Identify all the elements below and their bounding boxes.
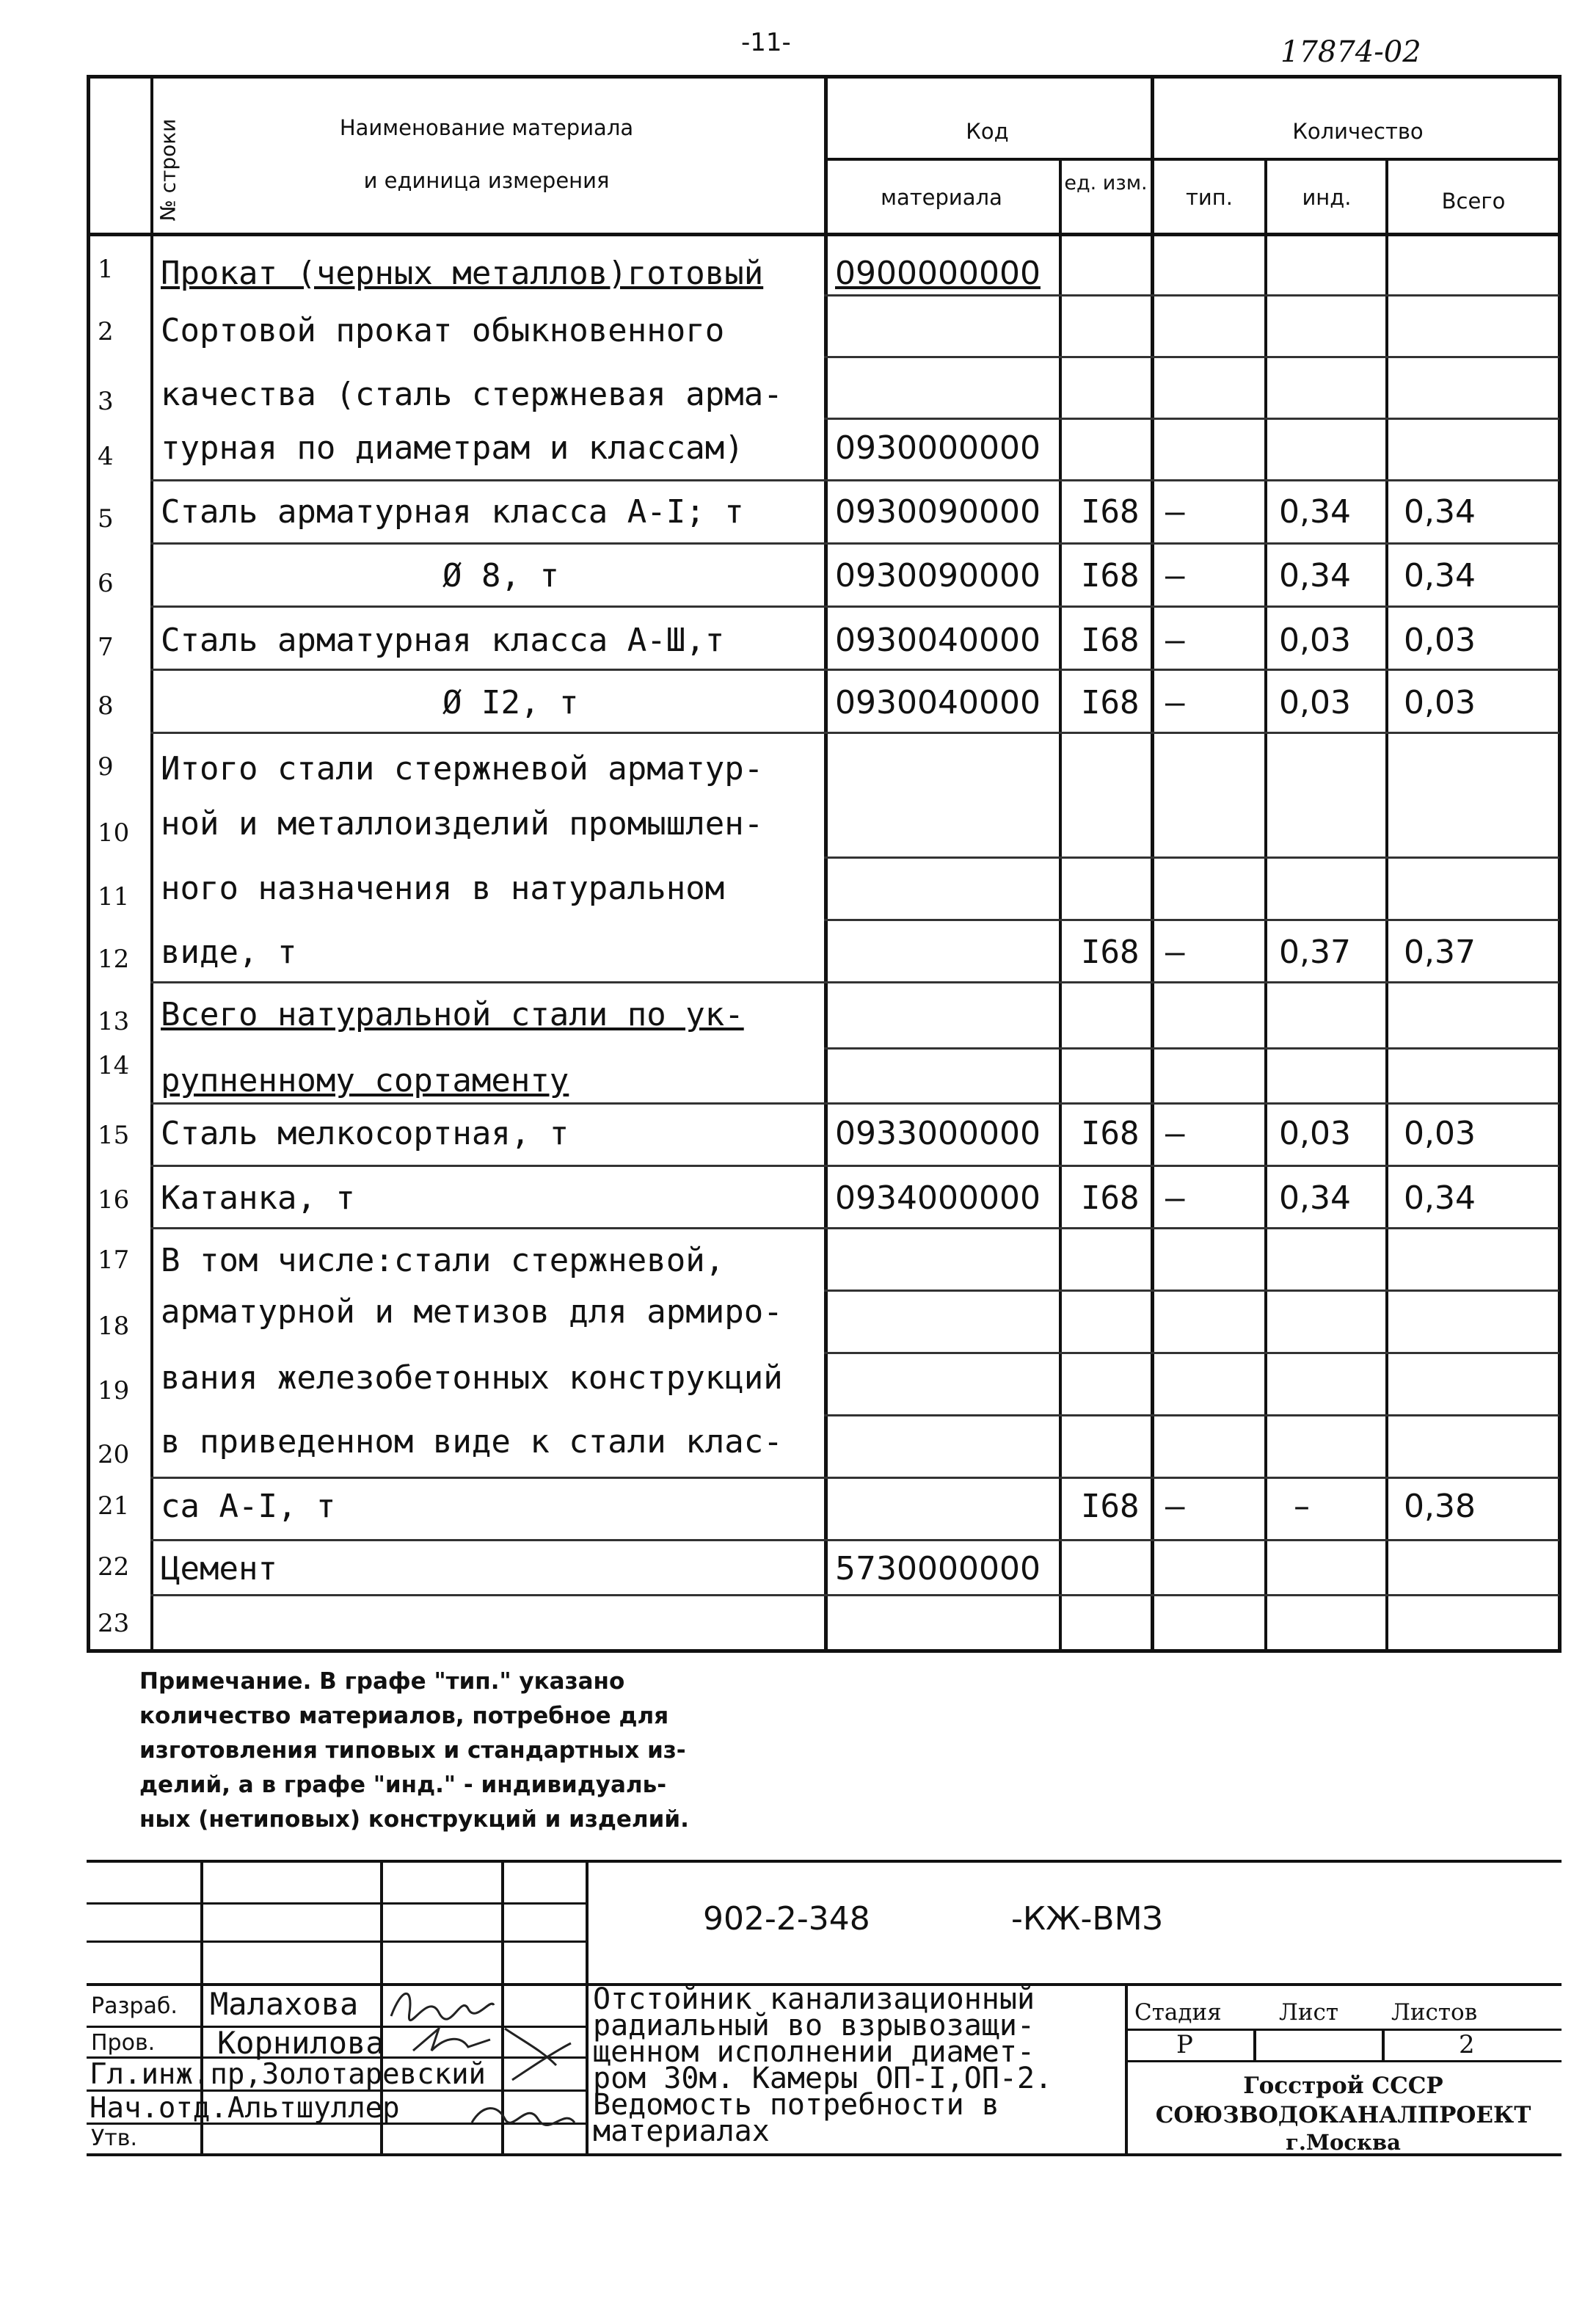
qty-total: 0,34 — [1404, 1179, 1476, 1217]
material-name: ной и металлоизделий промышлен- — [161, 805, 764, 843]
qty-ind: 0,03 — [1279, 1115, 1351, 1152]
material-name: Итого стали стержневой арматур- — [161, 750, 764, 788]
row-line — [824, 1352, 1559, 1354]
material-code: 0930040000 — [835, 684, 1041, 721]
header-code-unit: ед. изм. — [1064, 172, 1148, 194]
material-name: Катанка, т — [161, 1179, 355, 1217]
document-code: 17874-02 — [1280, 35, 1421, 69]
org-line3: г.Москва — [1286, 2130, 1401, 2155]
material-name: Сталь арматурная класса А-Ш,т — [161, 622, 725, 659]
role-head: Нач.отд.Альтшуллер — [90, 2092, 400, 2125]
role-developed: Разраб. — [91, 1993, 178, 2019]
row-number: 1 — [98, 255, 114, 284]
material-code: 0930090000 — [835, 493, 1041, 531]
row-line — [150, 1594, 1559, 1596]
material-name: Сортовой прокат обыкновенного — [161, 312, 725, 349]
col-divider — [1385, 158, 1388, 1649]
row-number: 20 — [98, 1440, 130, 1469]
material-name: Сталь арматурная класса А-I; т — [161, 493, 744, 531]
row-line — [824, 1414, 1559, 1416]
note-line: Примечание. В графе "тип." указано — [139, 1668, 625, 1695]
qty-typ: – — [1165, 557, 1185, 594]
material-code: 0930090000 — [835, 557, 1041, 594]
signature — [468, 2093, 578, 2137]
stage-label: Стадия — [1134, 1999, 1222, 2026]
material-name: рупненному сортаменту — [161, 1062, 569, 1099]
row-number: 3 — [98, 387, 114, 416]
row-number: 23 — [98, 1609, 130, 1638]
stage-value: Р — [1176, 2030, 1193, 2059]
unit-code: I68 — [1081, 1115, 1140, 1152]
description-line: Ведомость потребности в — [593, 2088, 999, 2122]
material-name: в приведенном виде к стали клас- — [161, 1423, 783, 1461]
row-line — [150, 542, 1559, 545]
qty-ind: 0,03 — [1279, 684, 1351, 721]
unit-code: I68 — [1081, 934, 1140, 971]
material-name: арматурной и метизов для армиро- — [161, 1293, 783, 1331]
sheets-value: 2 — [1459, 2030, 1475, 2059]
header-bottom-line — [90, 233, 1559, 236]
header-typ: тип. — [1186, 185, 1233, 210]
row-line — [150, 479, 1559, 481]
title-block — [87, 1860, 1562, 2175]
description — [593, 1982, 1053, 2148]
tb-line — [87, 1941, 586, 1943]
tb-line — [1125, 2060, 1562, 2062]
qty-ind: 0,34 — [1279, 493, 1351, 531]
header-total: Всего — [1441, 189, 1506, 214]
qty-ind: 0,03 — [1279, 622, 1351, 659]
material-name: качества (сталь стержневая арма- — [161, 376, 783, 413]
row-number: 17 — [98, 1245, 130, 1275]
row-line — [150, 1539, 1559, 1541]
role-approved: Утв. — [91, 2125, 137, 2151]
row-line — [150, 1165, 1559, 1167]
qty-total: 0,03 — [1404, 684, 1476, 721]
header-quantity: Количество — [1292, 119, 1424, 144]
col-divider — [1151, 79, 1154, 1649]
qty-typ: – — [1165, 1115, 1185, 1152]
row-number: 2 — [98, 317, 114, 346]
material-name: Цемент — [161, 1550, 277, 1587]
col-divider — [824, 79, 828, 1649]
materials-table — [87, 75, 1562, 1653]
col-divider — [1264, 158, 1267, 1649]
header-name-line1: Наименование материала — [339, 115, 634, 140]
note-line: количество материалов, потребное для — [139, 1703, 669, 1729]
row-number: 16 — [98, 1185, 130, 1215]
row-number: 13 — [98, 1007, 130, 1036]
material-name: Всего натуральной стали по ук- — [161, 996, 744, 1033]
material-name: ного назначения в натуральном — [161, 870, 725, 907]
qty-typ: – — [1165, 934, 1185, 971]
unit-code: I68 — [1081, 1179, 1140, 1217]
material-name: Сталь мелкосортная, т — [161, 1115, 569, 1152]
row-line — [150, 1477, 1559, 1479]
row-number: 21 — [98, 1491, 130, 1521]
row-line — [150, 1102, 1559, 1105]
designation-suffix: -КЖ-ВМЗ — [1011, 1900, 1163, 1938]
material-name: В том числе:стали стержневой, — [161, 1242, 725, 1279]
note-line: изготовления типовых и стандартных из- — [139, 1737, 686, 1764]
row-number: 6 — [98, 569, 114, 598]
material-code: 0930040000 — [835, 622, 1041, 659]
row-line — [150, 669, 1559, 671]
qty-ind: – — [1294, 1488, 1310, 1525]
row-line — [150, 732, 1559, 734]
name-developed: Малахова — [210, 1986, 359, 2022]
signature — [387, 1983, 498, 2027]
material-name: са А-I, т — [161, 1488, 336, 1525]
material-name: виде, т — [161, 934, 297, 971]
tb-line — [1382, 2029, 1385, 2060]
material-code: 0934000000 — [835, 1179, 1041, 1217]
note-line: делий, а в графе "инд." - индивидуаль- — [139, 1772, 667, 1798]
qty-ind: 0,34 — [1279, 1179, 1351, 1217]
row-number: 19 — [98, 1376, 130, 1405]
org-line2: СОЮЗВОДОКАНАЛПРОЕКТ — [1155, 2102, 1531, 2128]
header-code: Код — [966, 119, 1009, 144]
header-ind: инд. — [1302, 185, 1352, 210]
material-name: Ø I2, т — [442, 684, 579, 721]
name-checked: Корнилова — [217, 2025, 385, 2061]
row-number: 7 — [98, 633, 114, 662]
qty-ind: 0,37 — [1279, 934, 1351, 971]
qty-typ: – — [1165, 684, 1185, 721]
row-number: 5 — [98, 504, 114, 534]
qty-total: 0,38 — [1404, 1488, 1476, 1525]
tb-line — [87, 1860, 1562, 1863]
signature — [409, 2021, 498, 2058]
col-divider — [1059, 158, 1062, 1649]
material-name: Прокат (черных металлов)готовый — [161, 255, 764, 292]
qty-total: 0,03 — [1404, 622, 1476, 659]
description-line: ром 30м. Камеры ОП-I,ОП-2. — [593, 2062, 1053, 2095]
qty-typ: – — [1165, 1488, 1185, 1525]
row-number: 10 — [98, 818, 130, 848]
description-line: Отстойник канализационный — [593, 1982, 1035, 2016]
header-row-no: № строки — [156, 118, 181, 222]
qty-ind: 0,34 — [1279, 557, 1351, 594]
row-line — [150, 605, 1559, 608]
material-name: турная по диаметрам и классам) — [161, 429, 744, 467]
qty-typ: – — [1165, 622, 1185, 659]
unit-code: I68 — [1081, 1488, 1140, 1525]
row-number: 12 — [98, 945, 130, 974]
material-name: Ø 8, т — [442, 557, 559, 594]
row-line — [824, 356, 1559, 358]
tb-line — [1253, 2029, 1256, 2060]
qty-total: 0,37 — [1404, 934, 1476, 971]
tb-line — [87, 1902, 586, 1905]
role-checked: Пров. — [91, 2030, 156, 2056]
material-code: 0900000000 — [835, 255, 1041, 292]
row-number: 8 — [98, 691, 114, 721]
row-number: 4 — [98, 442, 114, 471]
description-line: щенном исполнении диамет- — [593, 2035, 1035, 2069]
unit-code: I68 — [1081, 684, 1140, 721]
row-number: 15 — [98, 1121, 130, 1150]
row-line — [824, 1290, 1559, 1292]
qty-typ: – — [1165, 493, 1185, 531]
material-code: 5730000000 — [835, 1550, 1041, 1587]
page-number: -11- — [741, 28, 791, 57]
qty-typ: – — [1165, 1179, 1185, 1217]
row-line — [824, 294, 1559, 297]
row-number: 14 — [98, 1051, 130, 1080]
row-line — [824, 1047, 1559, 1050]
row-line — [824, 919, 1559, 921]
sheet-label: Лист — [1279, 1999, 1339, 2026]
note-line: ных (нетиповых) конструкций и изделий. — [139, 1806, 689, 1833]
org-line1: Госстрой СССР — [1243, 2073, 1443, 2099]
qty-total: 0,03 — [1404, 1115, 1476, 1152]
material-code: 0933000000 — [835, 1115, 1041, 1152]
qty-total: 0,34 — [1404, 493, 1476, 531]
row-line — [150, 981, 1559, 983]
material-code: 0930000000 — [835, 429, 1041, 467]
row-line — [824, 418, 1559, 420]
col-divider — [150, 79, 153, 1649]
description-line: радиальный во взрывозащи- — [593, 2009, 1035, 2043]
row-line — [824, 856, 1559, 859]
row-number: 11 — [98, 882, 130, 912]
header-divider — [824, 158, 1559, 161]
unit-code: I68 — [1081, 493, 1140, 531]
material-name: вания железобетонных конструкций — [161, 1359, 783, 1397]
row-number: 9 — [98, 752, 114, 782]
row-number: 22 — [98, 1552, 130, 1582]
qty-total: 0,34 — [1404, 557, 1476, 594]
note — [139, 1665, 770, 1837]
sheets-label: Листов — [1391, 1999, 1478, 2026]
designation: 902-2-348 — [703, 1900, 870, 1938]
unit-code: I68 — [1081, 622, 1140, 659]
header-code-material: материала — [881, 185, 1002, 210]
row-number: 18 — [98, 1312, 130, 1341]
signature — [498, 2021, 578, 2102]
tb-line — [586, 1860, 589, 2153]
row-line — [150, 1227, 1559, 1229]
role-chief-engineer: Гл.инж.пр,Золотаревский — [90, 2058, 487, 2091]
unit-code: I68 — [1081, 557, 1140, 594]
description-line: материалах — [593, 2114, 770, 2148]
header-name-line2: и единица измерения — [363, 168, 610, 193]
